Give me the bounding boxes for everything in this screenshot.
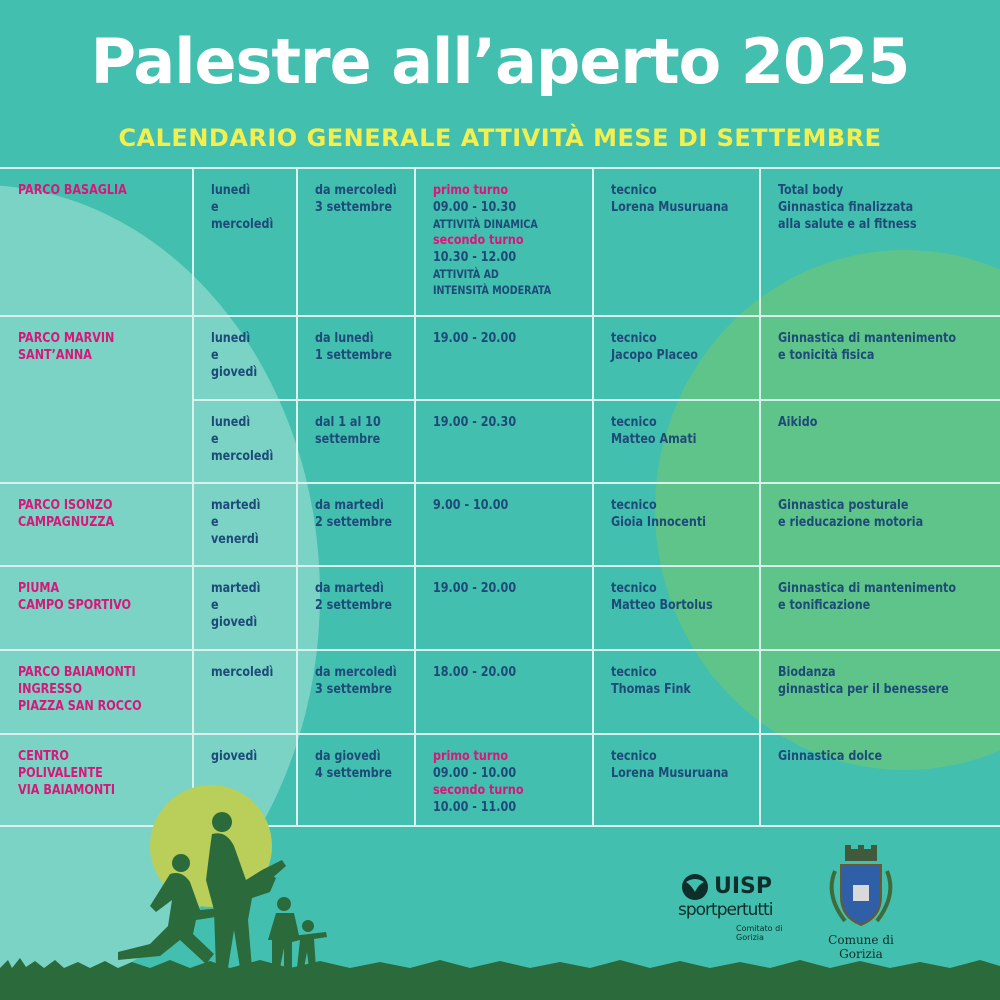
time-slot xyxy=(433,330,516,347)
start-date: da martedì 2 settembre xyxy=(315,497,392,530)
table-row-divider xyxy=(0,167,1000,169)
weekdays: martedì e venerdì xyxy=(211,497,261,547)
time-slot xyxy=(433,664,516,681)
trainer: tecnico Lorena Musuruana xyxy=(611,182,729,215)
trainer: tecnico Matteo Bortolus xyxy=(611,580,713,613)
time-slot xyxy=(433,182,551,298)
start-date: da martedì 2 settembre xyxy=(315,580,392,613)
place-name: PARCO BAIAMONTI INGRESSO PIAZZA SAN ROCCO xyxy=(18,664,142,714)
place-name: PARCO MARVIN SANT’ANNA xyxy=(18,330,115,363)
time-range: 09.00 - 10.30 xyxy=(433,199,517,215)
shift-label: secondo turno xyxy=(433,782,524,798)
time-range: 19.00 - 20.30 xyxy=(433,414,517,430)
weekdays: lunedì e mercoledì xyxy=(211,414,274,464)
shift-label: primo turno xyxy=(433,748,508,764)
gorizia-logo xyxy=(815,845,925,961)
start-date: da mercoledì 3 settembre xyxy=(315,182,397,215)
weekdays: giovedì xyxy=(211,748,258,764)
start-date: da lunedì 1 settembre xyxy=(315,330,392,363)
uisp-name: UISP xyxy=(714,874,773,899)
activity-name: Biodanza ginnastica per il benessere xyxy=(778,664,949,697)
table-row-divider xyxy=(0,315,1000,317)
time-range: 9.00 - 10.00 xyxy=(433,497,509,513)
activity-intensity: ATTIVITÀ DINAMICA xyxy=(433,217,538,231)
weekdays: lunedì e mercoledì xyxy=(211,182,274,232)
table-row-divider xyxy=(0,733,1000,735)
time-range: 19.00 - 20.00 xyxy=(433,330,517,346)
weekdays: martedì e giovedì xyxy=(211,580,261,630)
table-column-divider xyxy=(592,168,594,826)
shift-label: primo turno xyxy=(433,182,508,198)
time-range: 18.00 - 20.00 xyxy=(433,664,517,680)
uisp-logo-icon xyxy=(678,872,712,902)
uisp-logo xyxy=(678,870,808,940)
weekdays: mercoledì xyxy=(211,664,274,680)
activity-name: Aikido xyxy=(778,414,818,430)
table-column-divider xyxy=(296,168,298,826)
table-column-divider xyxy=(192,168,194,826)
uisp-committee: Comitato di Gorizia xyxy=(736,924,783,942)
activity-name: Ginnastica di mantenimento e tonicità fisica xyxy=(778,330,957,363)
place-name: PIUMA CAMPO SPORTIVO xyxy=(18,580,132,613)
shift-label: secondo turno xyxy=(433,232,524,248)
weekdays: lunedì e giovedì xyxy=(211,330,258,380)
start-date: da mercoledì 3 settembre xyxy=(315,664,397,697)
time-slot xyxy=(433,580,516,597)
time-range: 09.00 - 10.00 xyxy=(433,765,517,781)
trainer: tecnico Thomas Fink xyxy=(611,664,691,697)
municipality-name: Comune di Gorizia xyxy=(828,933,894,961)
poster-title: Palestre all’aperto 2025 xyxy=(90,25,910,98)
table-row-divider xyxy=(193,399,1000,401)
table-column-divider xyxy=(414,168,416,826)
time-slot xyxy=(433,497,508,514)
activity-name: Total body Ginnastica finalizzata alla salute e al fitness xyxy=(778,182,917,232)
trainer: tecnico Gioia Innocenti xyxy=(611,497,707,530)
trainer: tecnico Matteo Amati xyxy=(611,414,697,447)
place-name: PARCO ISONZO CAMPAGNUZZA xyxy=(18,497,115,530)
place-name: PARCO BASAGLIA xyxy=(18,182,127,198)
table-row-divider xyxy=(0,482,1000,484)
place-name: CENTRO POLIVALENTE VIA BAIAMONTI xyxy=(18,748,116,798)
time-range: 19.00 - 20.00 xyxy=(433,580,517,596)
activity-intensity: ATTIVITÀ AD INTENSITÀ MODERATA xyxy=(433,267,552,297)
activity-name: Ginnastica dolce xyxy=(778,748,883,764)
schedule-table xyxy=(0,168,1000,828)
time-slot xyxy=(433,414,516,431)
poster-subtitle: CALENDARIO GENERALE ATTIVITÀ MESE DI SETTEMBRE xyxy=(118,124,882,152)
table-row-divider xyxy=(0,565,1000,567)
activity-name: Ginnastica di mantenimento e tonificazione xyxy=(778,580,957,613)
time-range: 10.00 - 11.00 xyxy=(433,799,517,815)
trainer: tecnico Lorena Musuruana xyxy=(611,748,729,781)
start-date: dal 1 al 10 settembre xyxy=(315,414,381,447)
activity-name: Ginnastica posturale e rieducazione motoria xyxy=(778,497,924,530)
start-date: da giovedì 4 settembre xyxy=(315,748,392,781)
uisp-tagline: sportpertutti xyxy=(678,900,773,920)
table-row-divider xyxy=(0,649,1000,651)
time-range: 10.30 - 12.00 xyxy=(433,249,517,265)
gorizia-coat-of-arms-icon xyxy=(815,845,907,933)
trainer: tecnico Jacopo Placeo xyxy=(611,330,698,363)
table-column-divider xyxy=(759,168,761,826)
